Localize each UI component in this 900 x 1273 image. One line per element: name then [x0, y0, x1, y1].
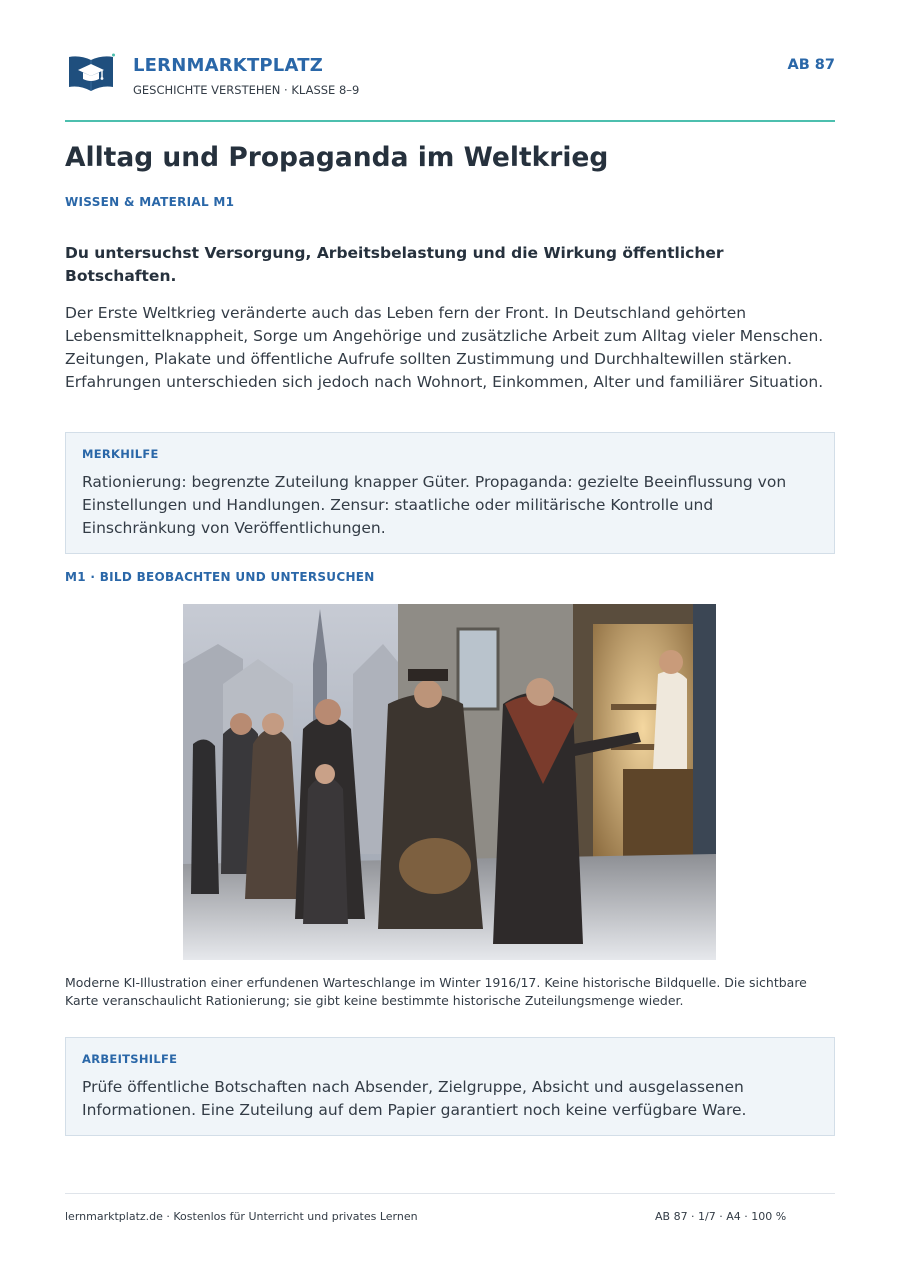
arbeitshilfe-box — [65, 1037, 835, 1136]
image-caption: Moderne KI-Illustration einer erfundenen Warteschlange im Winter 1916/17. Keine historische Bildquelle. Die sichtbare Karte veranschaulicht Rationierung; sie gibt keine bestimmte historische Zuteilungsmenge wieder. — [65, 975, 807, 1008]
footer-page-info: AB 87 · 1/7 · A4 · 100 % — [655, 1210, 787, 1223]
body-paragraph: Der Erste Weltkrieg veränderte auch das Leben fern der Front. In Deutschland gehörten Lebensmittelknappheit, Sorge um Angehörige und zusätzliche Arbeit zum Alltag vieler Menschen. Zeitungen, Plakate und öffentliche Aufrufe sollten Zustimmung und Durchhaltewillen stärken. Erfahrungen unterschieden sich jedoch nach Wohnort, Einkommen, Alter und familiärer Situation. — [65, 304, 824, 391]
footer-divider — [65, 1193, 835, 1194]
arbeitshilfe-label: ARBEITSHILFE — [82, 1052, 178, 1066]
page-header — [65, 50, 835, 100]
merkhilfe-box — [65, 432, 835, 554]
brand-subtitle: GESCHICHTE VERSTEHEN · KLASSE 8–9 — [133, 83, 360, 97]
section-label: WISSEN & MATERIAL M1 — [65, 195, 235, 209]
page-title: Alltag und Propaganda im Weltkrieg — [65, 142, 609, 173]
material-label: M1 · BILD BEOBACHTEN UND UNTERSUCHEN — [65, 570, 375, 584]
graduation-cap-book-icon — [67, 53, 115, 93]
winter-queue-illustration — [183, 604, 716, 960]
arbeitshilfe-text: Prüfe öffentliche Botschaften nach Absender, Zielgruppe, Absicht und ausgelassenen Informationen. Eine Zuteilung auf dem Papier garantiert noch keine verfügbare Ware. — [82, 1078, 747, 1119]
lead-text: Du untersuchst Versorgung, Arbeitsbelastung und die Wirkung öffentlicher Botschaften. — [65, 244, 724, 285]
footer-site-info: lernmarktplatz.de · Kostenlos für Unterricht und privates Lernen — [65, 1210, 418, 1223]
merkhilfe-text: Rationierung: begrenzte Zuteilung knapper Güter. Propaganda: gezielte Beeinflussung von Einstellungen und Handlungen. Zensur: staatliche oder militärische Kontrolle und Einschränkung von Veröffentlichungen. — [82, 473, 787, 537]
header-divider — [65, 120, 835, 122]
brand-name: LERNMARKTPLATZ — [133, 55, 323, 76]
merkhilfe-label: MERKHILFE — [82, 447, 159, 461]
sheet-number: AB 87 — [787, 57, 835, 73]
